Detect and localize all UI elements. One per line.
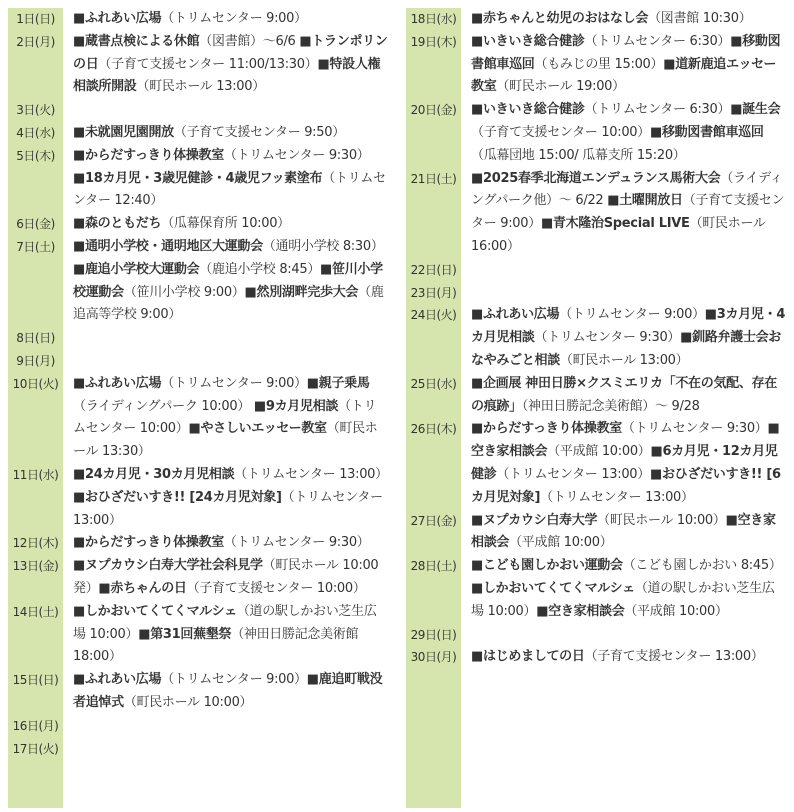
entry-events (461, 259, 786, 282)
schedule-entry (406, 555, 786, 623)
schedule-entry (406, 99, 786, 167)
entry-events (63, 373, 388, 464)
event-item (471, 307, 705, 322)
event-detail: （トリムセンター 13:00） (496, 466, 650, 482)
schedule-entry (406, 646, 786, 669)
event-detail: （町民ホール 10:00） (597, 512, 726, 528)
event-list (406, 8, 786, 669)
event-title: ■ ふれあい広場 (73, 11, 161, 26)
event-title: ■ いきいき総合健診 (471, 102, 585, 117)
event-title: ■ 鹿追小学校大運動会 (73, 262, 199, 277)
event-item (73, 535, 370, 550)
entry-date: 10日(火) (12, 376, 59, 391)
event-detail: （瓜幕団地 15:00/ 瓜幕支所 15:20） (471, 147, 686, 163)
event-detail: （町民ホール 10:00発） (73, 558, 379, 596)
entry-events (461, 624, 786, 647)
event-detail: （トリムセンター 6:30） (584, 33, 731, 49)
entry-events (461, 646, 786, 669)
event-detail: （トリムセンター 9:30） (223, 147, 370, 163)
entry-events (63, 669, 388, 715)
schedule-entry (8, 555, 388, 601)
event-detail: （瓜幕保育所 10:00） (161, 216, 290, 232)
entry-date: 11日(水) (12, 467, 59, 482)
event-title: ■ 通明小学校・通明地区大運動会 (73, 239, 263, 254)
event-item (73, 148, 370, 163)
schedule-entry (8, 122, 388, 145)
event-detail: （トリムセンター 13:00） (73, 489, 383, 528)
event-detail: （トリムセンター 13:00） (540, 489, 694, 505)
schedule-entry (8, 99, 388, 122)
entry-date: 2日(月) (16, 34, 55, 49)
entry-date: 26日(木) (410, 422, 457, 437)
event-detail: （町民ホール 13:00） (559, 352, 689, 368)
event-detail: （鹿追高等学校 9:00） (73, 284, 384, 323)
event-title: ■ 笹川小学校運動会 (73, 262, 383, 300)
event-title: ■ 9カ月児相談 (254, 399, 338, 414)
event-item (471, 558, 782, 573)
event-title: ■ おひざだいすき!! [24カ月児対象] (73, 490, 282, 505)
event-title: ■ こども園しかおい運動会 (471, 558, 623, 573)
event-detail: （子育て支援センター 10:00） (186, 580, 366, 596)
entry-date: 18日(水) (410, 12, 457, 26)
event-detail: （平成館 10:00） (547, 444, 651, 460)
event-detail: （町民ホール 10:00） (123, 694, 253, 710)
schedule-entry (8, 715, 388, 738)
event-title: ■ 3カ月児・4カ月児相談 (471, 307, 785, 345)
event-title: ■ 18カ月児・3歳児健診・4歳児フッ素塗布 (73, 171, 322, 186)
entry-events (63, 555, 388, 601)
event-detail: （トリムセンター 9:00） (161, 672, 307, 688)
event-detail: （こども園しかおい 8:45） (622, 558, 782, 574)
event-title: ■ 誕生会 (730, 102, 780, 117)
event-detail: （トリムセンター 9:30） (223, 535, 370, 551)
entry-events (461, 31, 786, 99)
entry-date: 5日(木) (16, 148, 55, 163)
entry-events (63, 738, 388, 761)
event-detail: （トリムセンター 9:30） (621, 421, 768, 437)
entry-events (461, 373, 786, 419)
event-title: ■ やさしいエッセー教室 (188, 421, 326, 436)
event-detail: （子育て支援センター 13:00） (584, 649, 764, 665)
event-item (471, 34, 730, 49)
entry-date: 14日(土) (12, 604, 59, 619)
event-item (98, 581, 365, 596)
event-detail: （道の駅しかおい芝生広場 10:00） (471, 580, 775, 619)
schedule-entry (8, 145, 388, 213)
entry-events (461, 99, 786, 167)
event-detail: （町民ホール 19:00） (496, 79, 625, 95)
schedule-entry (8, 350, 388, 373)
event-title: ■ 親子乗馬 (307, 376, 370, 391)
event-detail: （子育て支援センター 10:00） (471, 124, 650, 140)
event-title: ■ 空き家相談会 (471, 421, 780, 459)
event-item (471, 513, 726, 528)
event-title: ■ からだすっきり体操教室 (471, 421, 622, 436)
event-title: ■ 空き家相談会 (536, 604, 624, 619)
schedule-entry (406, 168, 786, 259)
event-detail: （トリムセンター 10:00） (73, 398, 377, 437)
event-item (73, 262, 320, 277)
schedule-entry (406, 418, 786, 509)
event-detail: （鹿追小学校 8:45） (199, 261, 321, 277)
schedule-entry (8, 669, 388, 715)
event-item (471, 376, 777, 414)
event-detail: （子育て支援センター 9:00） (471, 193, 785, 232)
event-detail: （トリムセンター 13:00） (234, 466, 388, 482)
event-detail: （平成館 10:00） (509, 535, 613, 551)
schedule-entry (406, 304, 786, 372)
entry-date: 20日(金) (410, 103, 457, 118)
event-item (73, 239, 384, 254)
event-detail: （トリムセンター 9:00） (161, 11, 307, 26)
schedule-entry (8, 8, 388, 31)
event-item (73, 376, 307, 391)
event-item (73, 672, 307, 687)
event-title: ■ 2025春季北海道エンデュランス馬術大会 (471, 171, 720, 186)
calendar-column-left (8, 8, 388, 760)
event-title: ■ ヌプカウシ白寿大学社会科見学 (73, 558, 263, 573)
entry-date: 4日(水) (16, 125, 55, 140)
event-item (471, 102, 730, 117)
schedule-entry (8, 464, 388, 532)
event-detail: （道の駅しかおい芝生広場 10:00） (73, 603, 377, 642)
event-title: ■ 蔵書点検による休館 (73, 34, 199, 49)
entry-date: 6日(金) (16, 217, 55, 232)
schedule-entry (406, 259, 786, 282)
schedule-entry (406, 624, 786, 647)
event-detail: （神田日勝記念美術館 18:00） (73, 626, 359, 665)
entry-events (461, 282, 786, 305)
event-item (73, 490, 383, 528)
event-detail: （通明小学校 8:30） (262, 238, 384, 254)
event-item (536, 604, 727, 619)
event-item (73, 34, 299, 49)
entry-date: 12日(木) (12, 536, 59, 551)
schedule-entry (406, 8, 786, 31)
entry-date: 1日(日) (16, 12, 55, 26)
schedule-entry (406, 282, 786, 305)
event-title: ■ 6カ月児・12カ月児健診 (471, 444, 778, 482)
event-detail: （ライディングパーク他）〜 6/22 (471, 170, 783, 209)
event-title: ■ 移動図書館車巡回 (650, 125, 764, 140)
event-detail: （図書館）〜6/6 (199, 33, 300, 49)
event-item (73, 11, 307, 26)
event-item (471, 11, 751, 26)
entry-events (461, 555, 786, 623)
schedule-entry (8, 738, 388, 761)
event-detail: （子育て支援センター 11:00/13:30） (98, 56, 318, 72)
event-title: ■ 空き家相談会 (471, 513, 776, 551)
event-title: ■ 企画展 神田日勝×クスミエリカ「不在の気配、存在の痕跡」 (471, 376, 777, 414)
event-title: ■ おひざだいすき!! [6カ月児対象] (471, 467, 781, 505)
entry-events (63, 99, 388, 122)
entry-events (63, 8, 388, 31)
schedule-entry (8, 213, 388, 236)
event-item (73, 216, 290, 231)
entry-date: 3日(火) (16, 103, 55, 118)
event-item (73, 171, 386, 209)
event-detail: （町民ホール 16:00） (471, 216, 766, 254)
entry-date: 8日(日) (16, 331, 55, 346)
event-detail: （平成館 10:00） (624, 603, 728, 619)
event-title: ■ 釧路弁護士会おなやみごと相談 (471, 330, 781, 368)
calendar-column-right (406, 8, 786, 669)
event-detail: （子育て支援センター 9:50） (173, 124, 345, 140)
entry-date: 29日(日) (410, 627, 457, 642)
event-title: ■ 土曜開放日 (607, 193, 683, 208)
event-title: ■ トランポリンの日 (73, 34, 388, 72)
event-item (471, 649, 764, 664)
entry-events (63, 350, 388, 373)
event-title: ■ からだすっきり体操教室 (73, 148, 224, 163)
event-detail: （笹川小学校 9:00） (123, 284, 245, 300)
entry-date: 28日(土) (410, 559, 457, 574)
event-item (73, 467, 388, 482)
schedule-entry (406, 31, 786, 99)
event-title: ■ 青木隆治Special LIVE (541, 216, 690, 231)
event-detail: （トリムセンター 12:40） (73, 170, 386, 209)
event-detail: （もみじの里 15:00） (534, 56, 664, 72)
event-detail: （町民ホール 13:30） (73, 421, 378, 460)
event-title: ■ いきいき総合健診 (471, 34, 585, 49)
entry-events (63, 236, 388, 327)
entry-events (63, 327, 388, 350)
entry-date: 17日(火) (12, 741, 59, 756)
event-title: ■ 然別湖畔完歩大会 (245, 285, 359, 300)
entry-events (461, 304, 786, 372)
entry-date: 25日(水) (410, 376, 457, 391)
event-title: ■ はじめましての日 (471, 649, 585, 664)
entry-date: 27日(金) (410, 513, 457, 528)
entry-date: 13日(金) (12, 559, 59, 574)
entry-date: 7日(土) (16, 239, 55, 254)
event-title: ■ からだすっきり体操教室 (73, 535, 224, 550)
entry-date: 21日(土) (410, 171, 457, 186)
entry-date: 22日(日) (410, 262, 457, 277)
event-title: ■ 道新鹿追エッセー教室 (471, 57, 776, 95)
event-title: ■ 森のともだち (73, 216, 161, 231)
event-title: ■ 未就園児園開放 (73, 125, 174, 140)
event-title: ■ 第31回蕪墾祭 (138, 627, 231, 642)
entry-date: 9日(月) (16, 353, 55, 368)
entry-events (461, 510, 786, 556)
event-list (8, 8, 388, 760)
schedule-entry (8, 236, 388, 327)
entry-date: 24日(火) (410, 308, 457, 323)
schedule-entry (406, 510, 786, 556)
entry-events (63, 213, 388, 236)
event-detail: （神田日勝記念美術館）〜 9/28 (521, 398, 700, 414)
entry-date: 15日(日) (12, 673, 59, 688)
entry-date: 19日(木) (410, 34, 457, 49)
event-title: ■ ふれあい広場 (73, 376, 161, 391)
event-title: ■ 赤ちゃんと幼児のおはなし会 (471, 11, 648, 26)
event-title: ■ ふれあい広場 (73, 672, 161, 687)
event-title: ■ 赤ちゃんの日 (98, 581, 186, 596)
entry-date: 30日(月) (410, 650, 457, 665)
entry-events (63, 532, 388, 555)
event-title: ■ ふれあい広場 (471, 307, 559, 322)
event-item (73, 125, 345, 140)
schedule-entry (406, 373, 786, 419)
event-title: ■ 移動図書館車巡回 (471, 34, 780, 72)
schedule-entry (8, 373, 388, 464)
event-title: ■ ヌプカウシ白寿大学 (471, 513, 597, 528)
entry-events (461, 418, 786, 509)
event-title: ■ しかおいてくてくマルシェ (471, 581, 635, 596)
entry-date: 23日(月) (410, 285, 457, 300)
entry-events (63, 715, 388, 738)
event-detail: （トリムセンター 9:00） (161, 375, 307, 391)
event-detail: （トリムセンター 9:00） (559, 307, 705, 323)
entry-events (63, 31, 388, 99)
event-detail: （トリムセンター 6:30） (584, 102, 731, 118)
event-title: ■ 特設人権相談所開設 (73, 57, 380, 95)
event-detail: （トリムセンター 9:30） (534, 330, 681, 346)
event-item (471, 421, 768, 436)
schedule-entry (8, 601, 388, 669)
event-detail: （町民ホール 13:00） (136, 79, 265, 95)
schedule-entry (8, 327, 388, 350)
entry-events (461, 168, 786, 259)
event-detail: （ライディングパーク 10:00） (73, 398, 254, 414)
event-detail: （図書館 10:30） (648, 11, 752, 26)
entry-events (461, 8, 786, 31)
entry-events (63, 601, 388, 669)
schedule-entry (8, 31, 388, 99)
event-title: ■ しかおいてくてくマルシェ (73, 604, 237, 619)
entry-events (63, 464, 388, 532)
event-title: ■ 24カ月児・30カ月児相談 (73, 467, 234, 482)
entry-date: 16日(月) (12, 718, 59, 733)
entry-events (63, 145, 388, 213)
schedule-entry (8, 532, 388, 555)
event-title: ■ 鹿追町戦没者追悼式 (73, 672, 382, 710)
entry-events (63, 122, 388, 145)
